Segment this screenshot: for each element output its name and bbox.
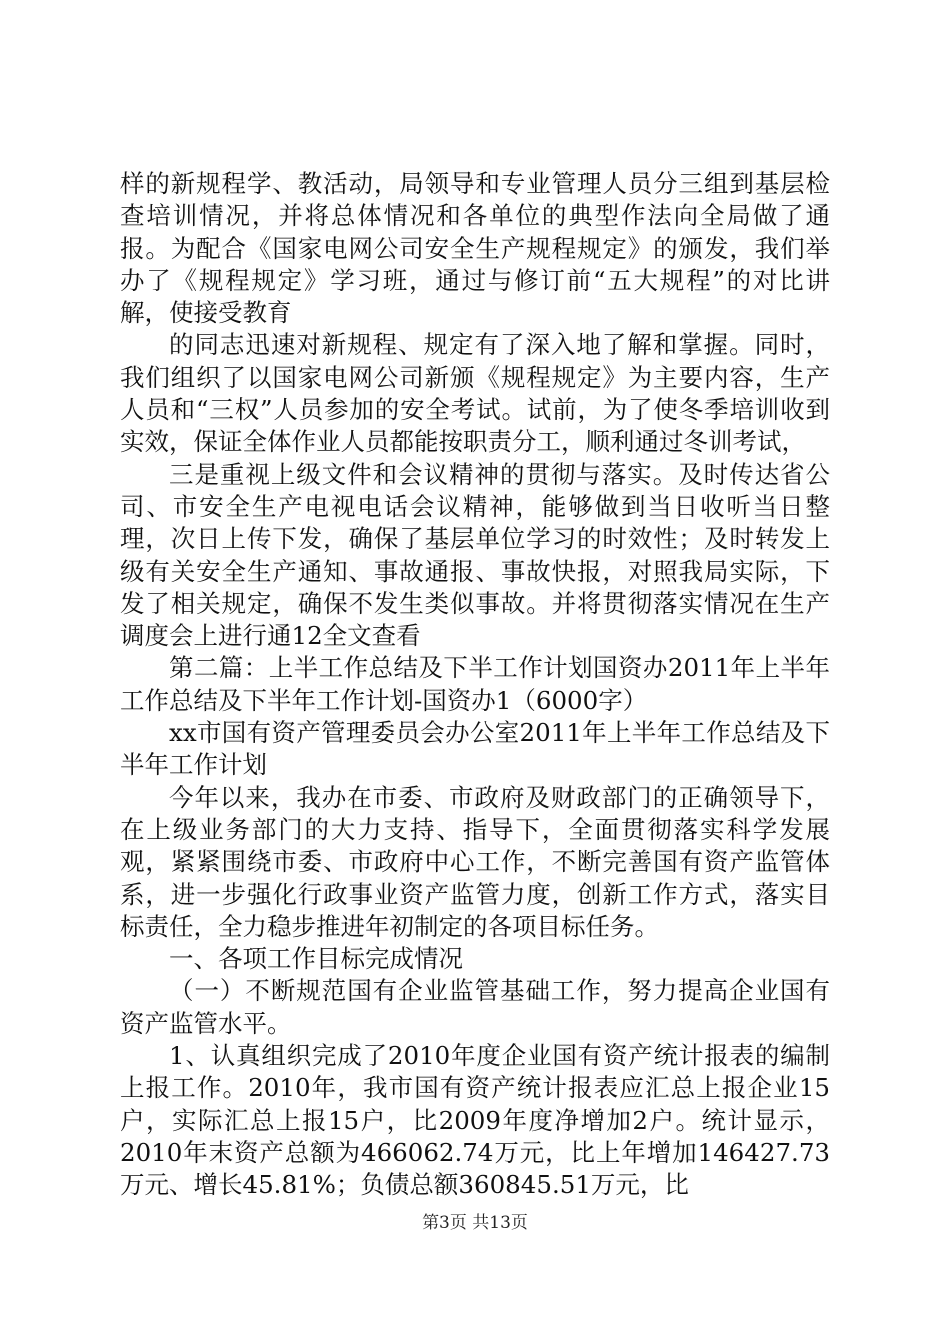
heading-section-one: 一、各项工作目标完成情况 — [169, 944, 463, 974]
paragraph-statistics: 1、认真组织完成了2010年度企业国有资产统计报表的编制上报工作。2010年，我市国有资产统计报表应汇总上报企业15户，实际汇总上报15户，比2009年度净增加2户。统计显示，2010年末资产总额为466062.74万元，比上年增加146427.73万元、增长45.81%；负债总额360845.51万元，比 — [120, 1041, 830, 1200]
document-subtitle: xx市国有资产管理委员会办公室2011年上半年工作总结及下半年工作计划 — [120, 718, 830, 780]
heading-subsection-one: （一）不断规范国有企业监管基础工作，努力提高企业国有资产监管水平。 — [120, 976, 830, 1038]
paragraph-2: 的同志迅速对新规程、规定有了深入地了解和掌握。同时，我们组织了以国家电网公司新颁《规程规定》为主要内容，生产人员和“三权”人员参加的安全考试。试前，为了使冬季培训收到实效，保证全体作业人员都能按职责分工，顺利通过冬训考试， — [120, 330, 830, 457]
section-heading-second-part: 第二篇：上半工作总结及下半工作计划国资办2011年上半年工作总结及下半年工作计划-国资办1（6000字） — [120, 653, 830, 715]
page-number-footer: 第3页 共13页 — [422, 1213, 528, 1233]
document-body — [120, 168, 830, 1202]
paragraph-intro: 今年以来，我办在市委、市政府及财政部门的正确领导下，在上级业务部门的大力支持、指导下，全面贯彻落实科学发展观，紧紧围绕市委、市政府中心工作，不断完善国有资产监管体系，进一步强化行政事业资产监管力度，创新工作方式，落实目标责任，全力稳步推进年初制定的各项目标任务。 — [120, 782, 830, 941]
paragraph-3: 三是重视上级文件和会议精神的贯彻与落实。及时传达省公司、市安全生产电视电话会议精神，能够做到当日收听当日整理，次日上传下发，确保了基层单位学习的时效性；及时转发上级有关安全生产通知、事故通报、事故快报，对照我局实际，下发了相关规定，确保不发生类似事故。并将贯彻落实情况在生产调度会上进行通12全文查看 — [120, 459, 830, 651]
paragraph-1: 样的新规程学、教活动，局领导和专业管理人员分三组到基层检查培训情况，并将总体情况和各单位的典型作法向全局做了通报。为配合《国家电网公司安全生产规程规定》的颁发，我们举办了《规程规定》学习班，通过与修订前“五大规程”的对比讲解，使接受教育 — [120, 169, 830, 328]
